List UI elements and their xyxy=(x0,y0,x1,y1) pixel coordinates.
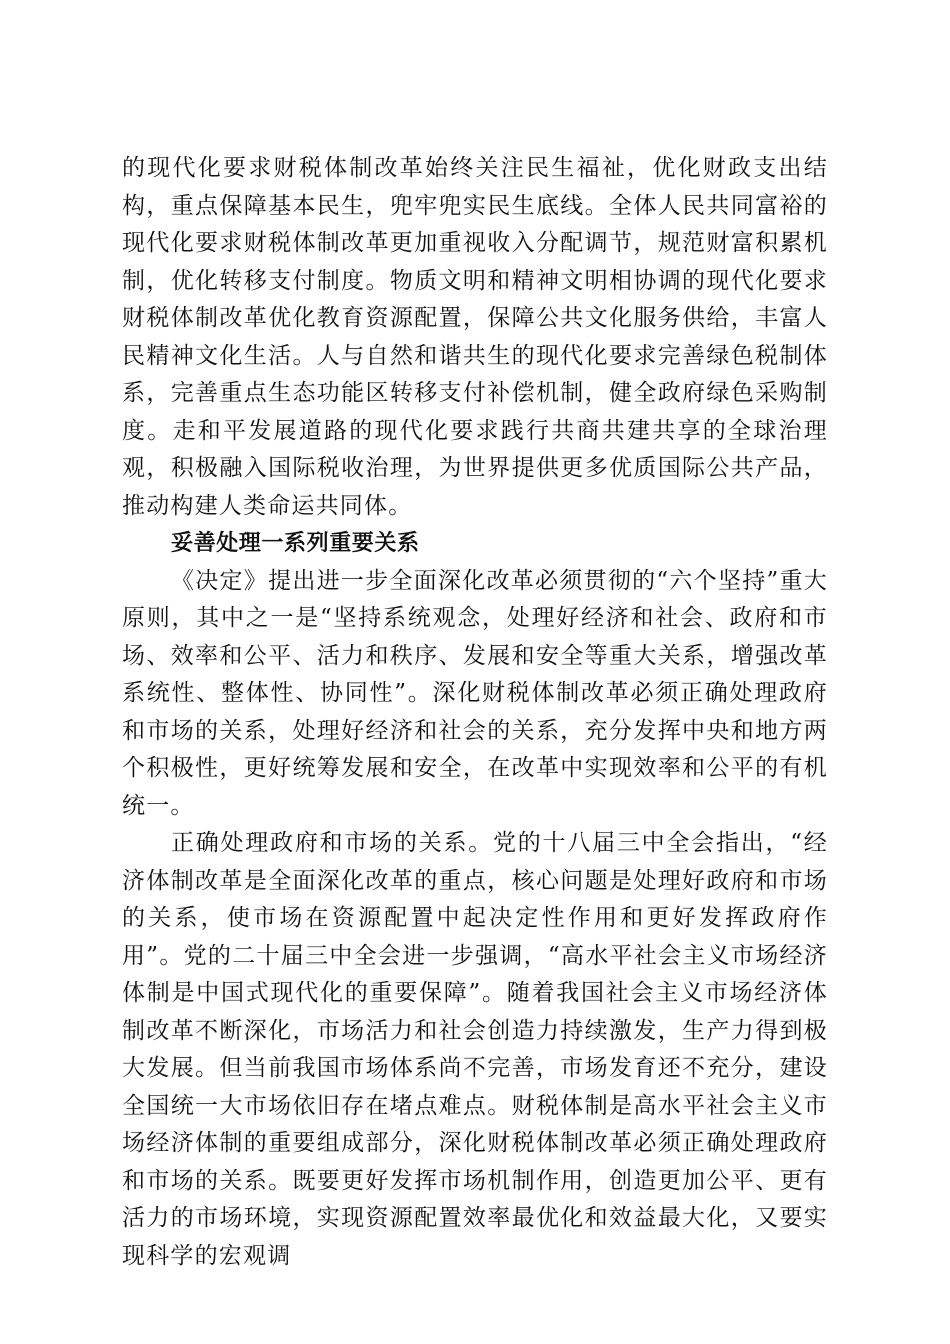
document-body xyxy=(122,150,828,1275)
paragraph-decision-principles: 《决定》提出进一步全面深化改革必须贯彻的“六个坚持”重大原则，其中之一是“坚持系统观念，处理好经济和社会、政府和市场、效率和公平、活力和秩序、发展和安全等重大关系，增强改革系统性、整体性、协同性”。深化财税体制改革必须正确处理政府和市场的关系，处理好经济和社会的关系，充分发挥中央和地方两个积极性，更好统筹发展和安全，在改革中实现效率和公平的有机统一。 xyxy=(122,567,828,819)
paragraph-continued: 的现代化要求财税体制改革始终关注民生福祉，优化财政支出结构，重点保障基本民生，兜牢兜实民生底线。全体人民共同富裕的现代化要求财税体制改革更加重视收入分配调节，规范财富积累机制，优化转移支付制度。物质文明和精神文明相协调的现代化要求财税体制改革优化教育资源配置，保障公共文化服务供给，丰富人民精神文化生活。人与自然和谐共生的现代化要求完善绿色税制体系，完善重点生态功能区转移支付补偿机制，健全政府绿色采购制度。走和平发展道路的现代化要求践行共商共建共享的全球治理观，积极融入国际税收治理，为世界提供更多优质国际公共产品，推动构建人类命运共同体。 xyxy=(122,155,828,519)
section-heading: 妥善处理一系列重要关系 xyxy=(171,531,420,556)
paragraph-government-market: 正确处理政府和市场的关系。党的十八届三中全会指出，“经济体制改革是全面深化改革的重点，核心问题是处理好政府和市场的关系，使市场在资源配置中起决定性作用和更好发挥政府作用”。党的二十届三中全会进一步强调，“高水平社会主义市场经济体制是中国式现代化的重要保障”。随着我国社会主义市场经济体制改革不断深化，市场活力和社会创造力持续激发，生产力得到极大发展。但当前我国市场体系尚不完善，市场发育还不充分，建设全国统一大市场依旧存在堵点难点。财税体制是高水平社会主义市场经济体制的重要组成部分，深化财税体制改革必须正确处理政府和市场的关系。既要更好发挥市场机制作用，创造更加公平、更有活力的市场环境，实现资源配置效率最优化和效益最大化，又要实现科学的宏观调 xyxy=(122,830,828,1269)
